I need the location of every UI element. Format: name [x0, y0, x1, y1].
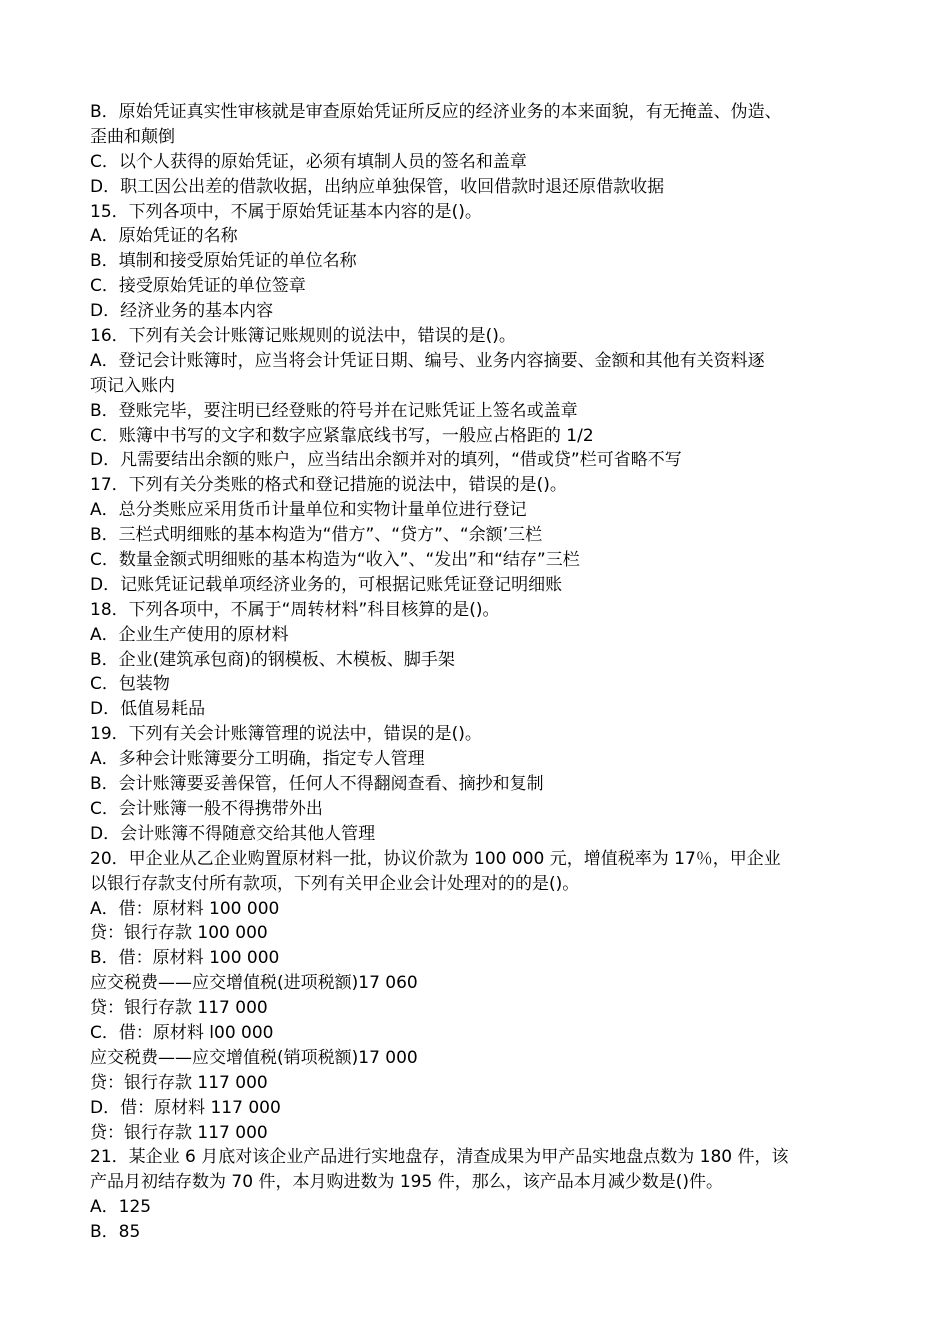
text-line: D．会计账簿不得随意交给其他人管理 [90, 823, 376, 844]
text-line: B．填制和接受原始凭证的单位名称 [90, 251, 357, 272]
text-line: C．借：原材料 l00 000 [90, 1022, 274, 1043]
text-line: D．低值易耗品 [90, 699, 206, 720]
text-line: D．借：原材料 117 000 [90, 1097, 281, 1118]
text-line: A．登记会计账簿时，应当将会计凭证日期、编号、业务内容摘要、金额和其他有关资料逐 [90, 350, 765, 371]
text-line: C．会计账簿一般不得携带外出 [90, 798, 323, 819]
text-line: 项记入账内 [90, 375, 175, 396]
text-line: B．85 [90, 1222, 141, 1243]
text-line: 贷：银行存款 117 000 [90, 998, 268, 1019]
text-line: B．原始凭证真实性审核就是审查原始凭证所反应的经济业务的本来面貌，有无掩盖、伪造、 [90, 102, 782, 122]
text-line: 歪曲和颠倒 [90, 126, 175, 147]
text-line: 17．下列有关分类账的格式和登记措施的说法中，错误的是()。 [90, 475, 567, 496]
text-line: A．多种会计账簿要分工明确，指定专人管理 [90, 749, 425, 770]
text-line: 21．某企业 6 月底对该企业产品进行实地盘存，清查成果为甲产品实地盘点数为 180 件，该 [90, 1147, 789, 1168]
text-line: C．接受原始凭证的单位签章 [90, 276, 306, 297]
text-line: B．登账完毕，要注明已经登账的符号并在记账凭证上签名或盖章 [90, 400, 578, 421]
text-line: A．总分类账应采用货币计量单位和实物计量单位进行登记 [90, 500, 527, 521]
text-line: 以银行存款支付所有款项，下列有关甲企业会计处理对的的是()。 [90, 873, 580, 894]
text-line: 19．下列有关会计账簿管理的说法中，错误的是()。 [90, 724, 482, 745]
text-line: 16．下列有关会计账簿记账规则的说法中，错误的是()。 [90, 326, 516, 347]
text-line: A．企业生产使用的原材料 [90, 624, 289, 645]
text-line: D．经济业务的基本内容 [90, 301, 274, 322]
document-page [90, 100, 880, 1245]
text-line: 贷：银行存款 117 000 [90, 1122, 268, 1143]
text-line: D．职工因公出差的借款收据，出纳应单独保管，收回借款时退还原借款收据 [90, 176, 665, 197]
text-line: A．借：原材料 100 000 [90, 898, 280, 919]
text-line: D．记账凭证记载单项经济业务的，可根据记账凭证登记明细账 [90, 574, 563, 595]
text-line: 应交税费——应交增值税(销项税额)17 000 [90, 1047, 418, 1068]
text-line: A．原始凭证的名称 [90, 226, 238, 247]
text-line: C．以个人获得的原始凭证，必须有填制人员的签名和盖章 [90, 151, 527, 172]
text-line: D．凡需要结出余额的账户，应当结出余额并对的填列，“借或贷”栏可省略不写 [90, 450, 682, 471]
text-line: B．三栏式明细账的基本构造为“借方”、“贷方”、“余额’三栏 [90, 525, 543, 546]
text-line: C．数量金额式明细账的基本构造为“收入”、“发出”和“结存”三栏 [90, 550, 580, 571]
text-line: C．包装物 [90, 674, 170, 695]
text-line: B．企业(建筑承包商)的钢模板、木模板、脚手架 [90, 649, 455, 670]
text-line: 20．甲企业从乙企业购置原材料一批，协议价款为 100 000 元，增值税率为 17％，甲企业 [90, 848, 781, 869]
text-line: 18．下列各项中，不属于“周转材料”科目核算的是()。 [90, 599, 500, 620]
text-line: C．账簿中书写的文字和数字应紧靠底线书写，一般应占格距的 1/2 [90, 425, 594, 446]
text-line: A．125 [90, 1197, 152, 1218]
text-line: 应交税费——应交增值税(进项税额)17 060 [90, 973, 418, 994]
text-line: 15．下列各项中，不属于原始凭证基本内容的是()。 [90, 201, 482, 222]
text-line: B．借：原材料 100 000 [90, 948, 280, 969]
text-line: 贷：银行存款 100 000 [90, 923, 268, 944]
text-line: 产品月初结存数为 70 件，本月购进数为 195 件，那么，该产品本月减少数是()件。 [90, 1172, 723, 1193]
text-line: B．会计账簿要妥善保管，任何人不得翻阅查看、摘抄和复制 [90, 774, 544, 795]
text-line: 贷：银行存款 117 000 [90, 1072, 268, 1093]
